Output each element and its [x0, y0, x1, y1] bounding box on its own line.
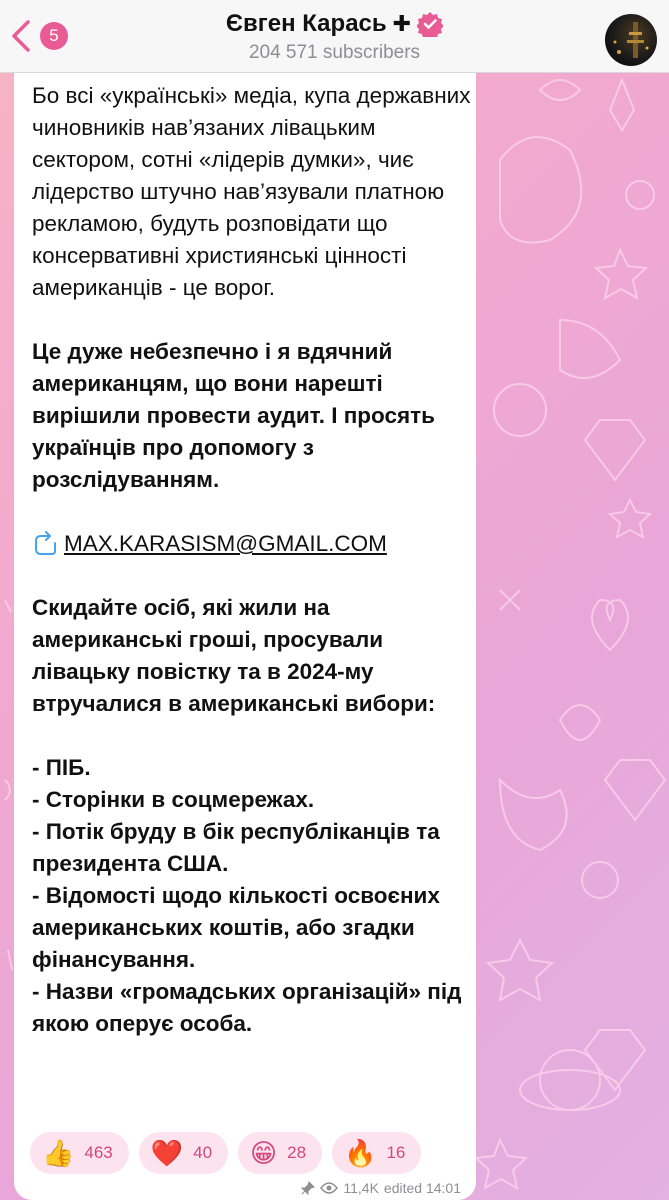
avatar-image [605, 14, 657, 66]
reaction-count: 40 [193, 1143, 213, 1162]
thumbs-up-icon: 👍 [42, 1138, 75, 1168]
message-meta [301, 1180, 461, 1196]
list-item: - ПІБ. [32, 755, 91, 780]
cross-emoji: ✚ [392, 11, 412, 36]
channel-name: Євген Карась [225, 10, 387, 37]
list-item: - Назви «громадських організацій» під якою оперує особа. [32, 979, 462, 1036]
view-count: 11,4K [343, 1180, 379, 1196]
chat-header [0, 0, 669, 73]
heart-icon: ❤️ [150, 1138, 184, 1168]
fire-icon: 🔥 [344, 1138, 377, 1168]
message-paragraph-audit: Це дуже небезпечно і я вдячний американцям, що вони нарешті вирішили провести аудит. І просять українців про допомогу з розслідуванням. [32, 339, 435, 492]
unread-count-badge: 5 [40, 22, 68, 50]
message-paragraph-request: Скидайте осіб, які жили на американські гроші, просували лівацьку повістку та в 2024-му втручалися в американські вибори: [32, 595, 436, 716]
list-item: - Сторінки в соцмережах. [32, 787, 315, 812]
verified-badge-icon [417, 11, 443, 37]
email-link[interactable]: MAX.KARASISM@GMAIL.COM [64, 531, 387, 556]
channel-title-area[interactable] [0, 10, 669, 64]
reaction-thumbs-up[interactable] [30, 1132, 129, 1174]
reaction-heart[interactable] [139, 1132, 228, 1174]
list-item: - Відомості щодо кількості освоєних американських коштів, або згадки фінансування. [32, 883, 440, 972]
reactions-bar [30, 1132, 421, 1174]
eye-icon [320, 1181, 338, 1195]
reaction-fire[interactable] [332, 1132, 421, 1174]
list-item: - Потік бруду в бік республіканців та президента США. [32, 819, 440, 876]
reaction-count: 463 [84, 1143, 113, 1162]
email-link-row[interactable] [32, 528, 472, 560]
reaction-count: 16 [386, 1143, 406, 1162]
grin-icon: 😁 [250, 1138, 278, 1168]
message-paragraph-intro: Бо всі «українські» медіа, купа державних чиновників нав’язаних лівацьким сектором, сотні «лідерів думки», чиє лідерство штучно нав’язували платною рекламою, будуть розповідати що консервативні християнські цінності американців - це ворог. [32, 83, 471, 300]
pin-icon [301, 1181, 315, 1195]
message-text [32, 80, 472, 1040]
channel-avatar[interactable] [605, 14, 657, 66]
edited-time: edited 14:01 [383, 1180, 461, 1196]
reaction-grin[interactable] [238, 1132, 322, 1174]
reply-arrow-icon [32, 531, 58, 557]
subscriber-count: 204 571 subscribers [248, 42, 421, 63]
reaction-count: 28 [287, 1143, 307, 1162]
